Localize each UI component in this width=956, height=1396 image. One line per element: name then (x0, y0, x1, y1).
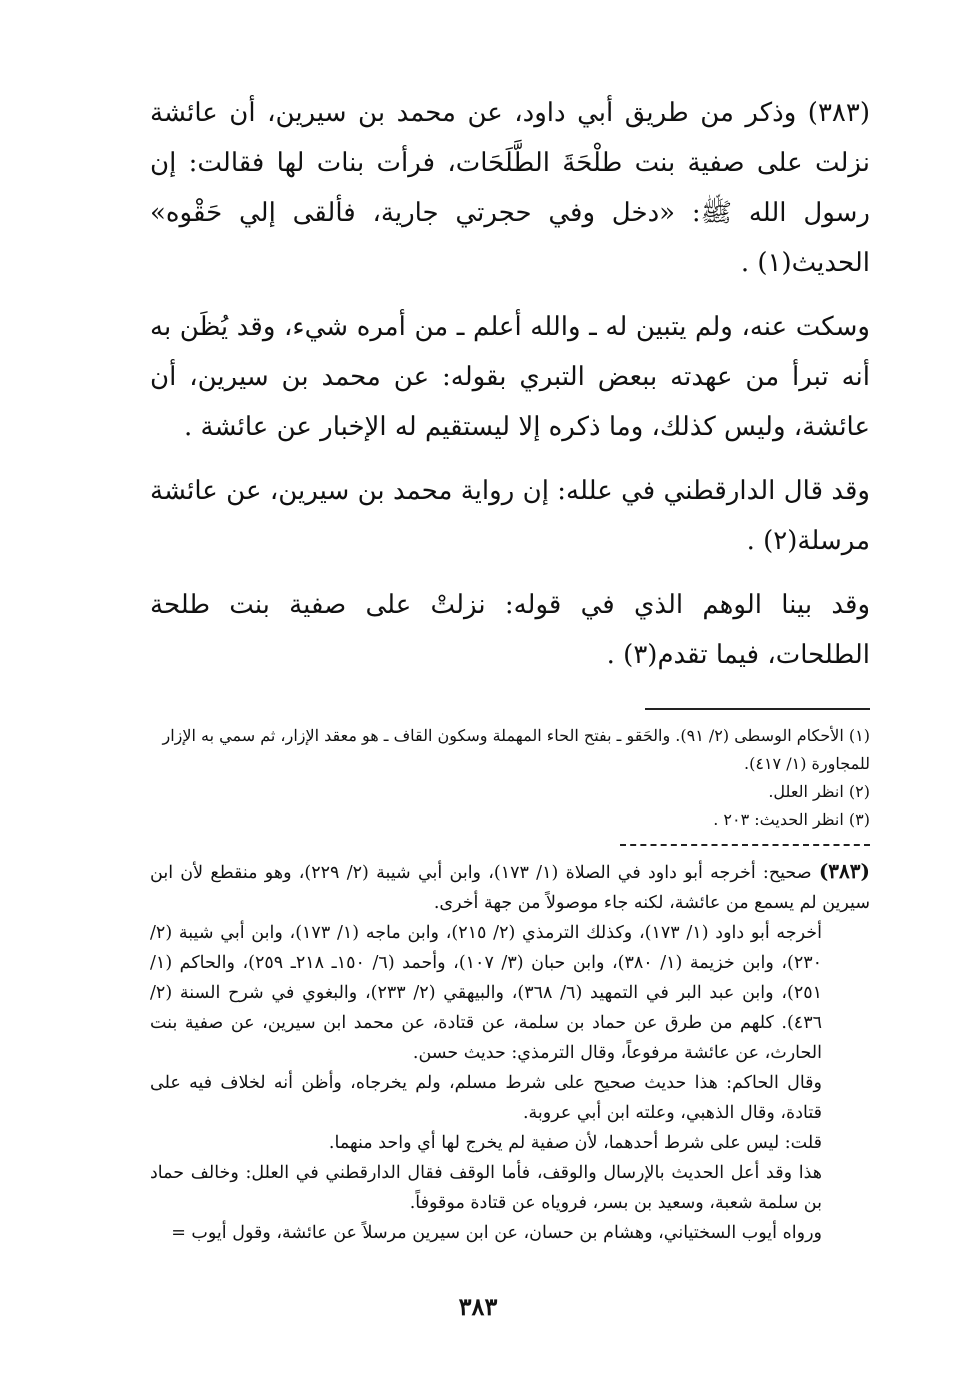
takhrij-paragraph-3: وقال الحاكم: هذا حديث صحيح على شرط مسلم، ولم يخرجاه، وأظن أنه لخلاف فيه على قتادة، وقال الذهبي، وعلته ابن أبي عروبة. (150, 1073, 822, 1123)
takhrij-paragraph-2: أخرجه أبو داود (١/ ١٧٣)، وكذلك الترمذي (٢/ ٢١٥)، وابن ماجه (١/ ١٧٣)، وابن أبي شيبة (٢/ ٢٣٠)، وابن خزيمة (١/ ٣٨٠)، وابن حبان (٣/ ١٠٧)، وأحمد (٦/ ١٥٠ـ ٢١٨ـ ٢٥٩)، والحاكم (١/ ٢٥١)، وابن عبد البر في التمهيد (٦/ ٣٦٨)، والبيهقي (٢/ ٢٣٣)، والبغوي في شرح السنة (٢/ ٤٣٦). كلهم من طرق عن حماد بن سلمة، عن قتادة، عن محمد ابن سيرين، عن صفية بنت الحارث، عن عائشة مرفوعاً، وقال الترمذي: حديث حسن. (150, 923, 823, 1063)
takhrij-section (150, 856, 870, 1248)
takhrij-paragraph-6: ورواه أيوب السختياني، وهشام بن حسان، عن ابن سيرين مرسلاً عن عائشة، وقول أيوب = (171, 1223, 822, 1243)
page-content (150, 88, 870, 1248)
main-text (150, 88, 870, 680)
takhrij-paragraph-4: قلت: ليس على شرط أحدهما، لأن صفية لم يخرج لها أي واحد منهما. (328, 1133, 822, 1153)
takhrij-paragraph-5: هذا وقد أعل الحديث بالإرسال والوقف، فأما الوقف فقال الدارقطني في العلل: وخالف حماد بن سلمة شعبة، وسعيد بن بسر، فروياه عن قتادة موقوفاً. (150, 1163, 822, 1213)
page-number: ٣٨٣ (458, 1292, 498, 1321)
takhrij-number: (٣٨٣) (818, 859, 870, 883)
footnote-1: (١) الأحكام الوسطى (٢/ ٩١). والحَقو ـ بفتح الحاء المهملة وسكون القاف ـ هو معقد الإزار، ثم سمي به الإزار للمجاورة (١/ ٤١٧). (162, 726, 870, 773)
footnote-3: (٣) انظر الحديث: ٢٠٣ . (713, 810, 870, 829)
footnotes (150, 722, 870, 834)
takhrij-paragraph-1: صحيح: أخرجه أبو داود في الصلاة (١/ ١٧٣)، وابن أبي شيبة (٢/ ٢٢٩)، وهو منقطع لأن ابن سيرين لم يسمع من عائشة، لكنه جاء موصولاً من جهة أخرى. (150, 863, 870, 913)
takhrij-separator (620, 844, 870, 846)
footnote-separator (645, 708, 870, 710)
takhrij-first-line (150, 856, 870, 918)
main-paragraph-4: وقد بينا الوهم الذي في قوله: نزلتْ على صفية بنت طلحة الطلحات، فيما تقدم(٣) . (150, 590, 870, 670)
footnote-2: (٢) انظر العلل. (768, 782, 870, 801)
main-paragraph-1: (٣٨٣) وذكر من طريق أبي داود، عن محمد بن سيرين، أن عائشة نزلت على صفية بنت طلْحَةَ الطَّلَحَات، فرأت بنات لها فقالت: إن رسول الله ﷺ: «دخل وفي حجرتي جارية، فألقى إلي حَقْوه» الحديث(١) . (150, 98, 870, 278)
main-paragraph-3: وقد قال الدارقطني في علله: إن رواية محمد بن سيرين، عن عائشة مرسلة(٢) . (150, 476, 870, 556)
takhrij-body (150, 918, 870, 1248)
main-paragraph-2: وسكت عنه، ولم يتبين له ـ والله أعلم ـ من أمره شيء، وقد يُظَن به أنه تبرأ من عهدته ببعض التبري بقوله: عن محمد بن سيرين، أن عائشة، وليس كذلك، وما ذكره إلا ليستقيم له الإخبار عن عائشة . (150, 312, 870, 442)
